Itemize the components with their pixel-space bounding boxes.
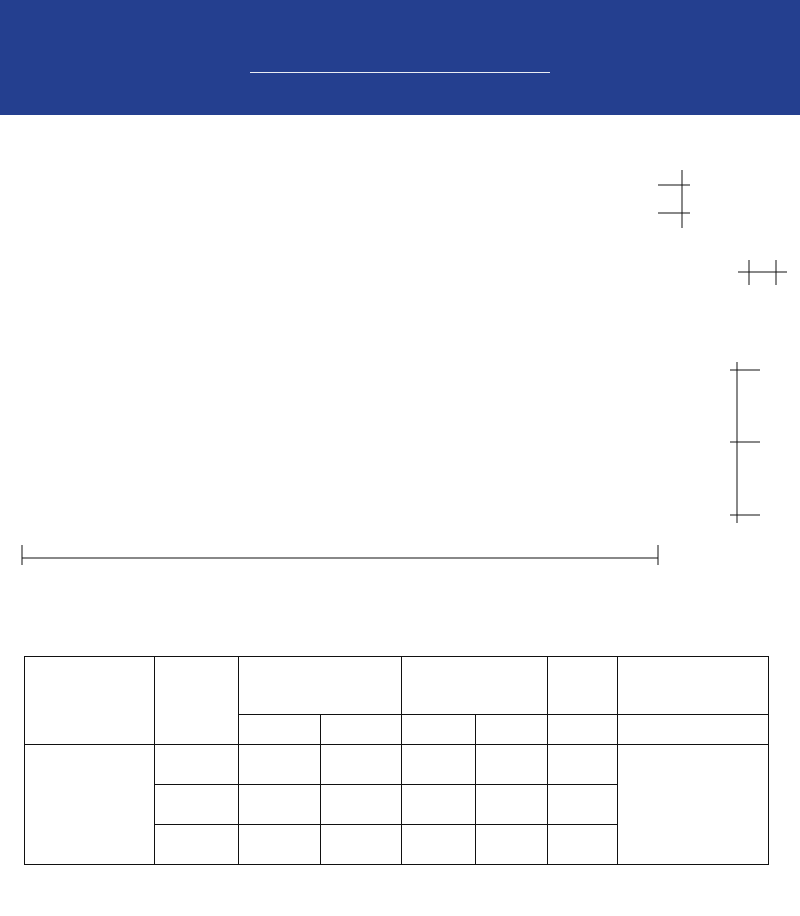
- banner-divider: [250, 72, 550, 73]
- header-temperature: [238, 657, 402, 715]
- wet-temp-cell: [320, 785, 402, 825]
- wet-temp-cell: [320, 825, 402, 865]
- straight-load-cell: [402, 825, 476, 865]
- subheader-weight-unit: [548, 715, 618, 745]
- dry-temp-cell: [238, 825, 320, 865]
- material-cell: [154, 745, 238, 785]
- belt-type-cell: [25, 745, 155, 865]
- dry-temp-cell: [238, 745, 320, 785]
- curved-load-cell: [476, 825, 548, 865]
- table-header-row: [25, 657, 769, 715]
- dimension-lines: [22, 170, 787, 565]
- spec-table: [24, 656, 769, 865]
- header-working-load: [402, 657, 548, 715]
- subheader-wet: [320, 715, 402, 745]
- subheader-dry: [238, 715, 320, 745]
- straight-load-cell: [402, 785, 476, 825]
- straight-load-cell: [402, 745, 476, 785]
- header-material: [154, 657, 238, 745]
- dry-temp-cell: [238, 785, 320, 825]
- weight-cell: [548, 825, 618, 865]
- backflex-radius-cell: [618, 745, 769, 865]
- subheader-radius-unit: [618, 715, 769, 745]
- subheader-straight: [402, 715, 476, 745]
- header-backflex-radius: [618, 657, 769, 715]
- weight-cell: [548, 745, 618, 785]
- header-weight: [548, 657, 618, 715]
- table-row: [25, 745, 769, 785]
- weight-cell: [548, 785, 618, 825]
- material-cell: [154, 785, 238, 825]
- header-belt-type: [25, 657, 155, 745]
- curved-load-cell: [476, 785, 548, 825]
- material-cell: [154, 825, 238, 865]
- curved-load-cell: [476, 745, 548, 785]
- belt-drawing: [0, 160, 800, 580]
- wet-temp-cell: [320, 745, 402, 785]
- subheader-curved: [476, 715, 548, 745]
- header-banner: [0, 0, 800, 115]
